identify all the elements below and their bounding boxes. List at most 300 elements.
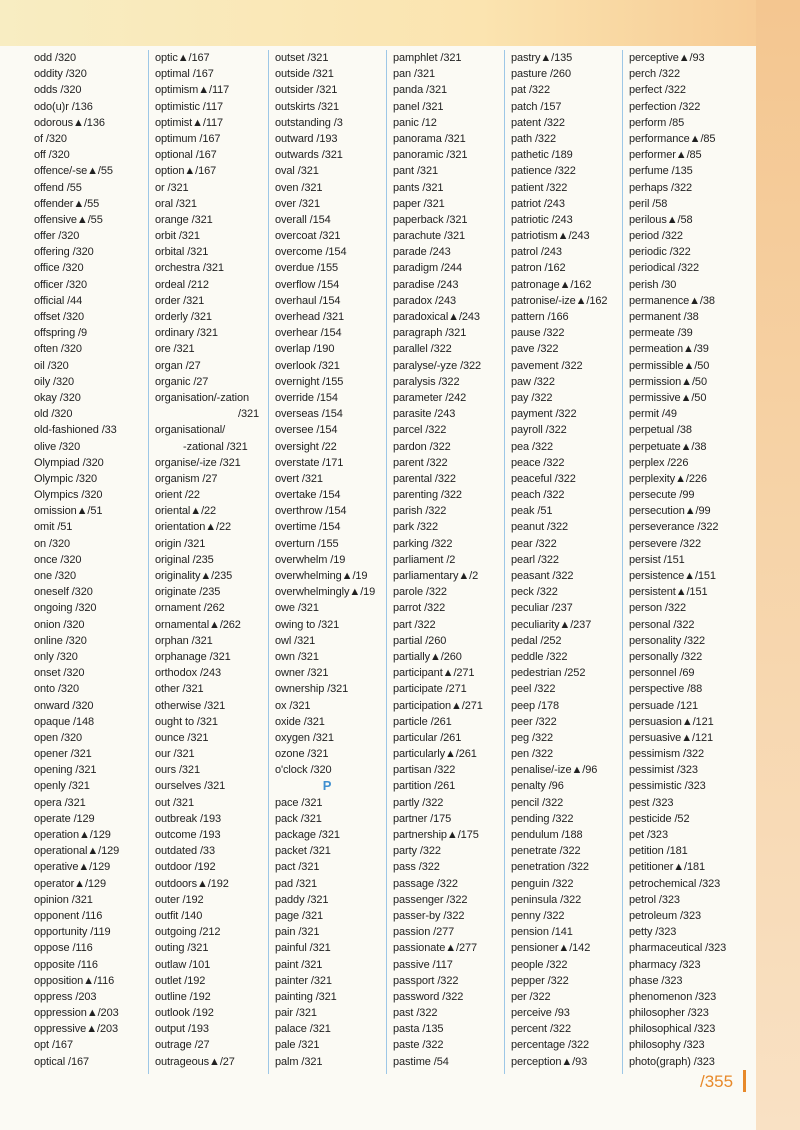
index-entry: perfection /322 [629, 100, 701, 113]
index-entry: period /322 [629, 230, 683, 243]
index-entry: peaceful /322 [511, 472, 576, 485]
index-entry: optional /167 [155, 149, 217, 162]
index-entry: on /320 [34, 537, 71, 550]
index-entry: originate /235 [155, 586, 221, 599]
index-entry: outlaw /101 [155, 958, 211, 971]
index-entry: optimum /167 [155, 132, 221, 145]
index-entry: passage /322 [393, 877, 458, 890]
index-entry: opponent /116 [34, 909, 103, 922]
index-entry: ownership /321 [275, 683, 349, 696]
index-entry: pastry▲/135 [511, 52, 573, 64]
index-entry: patriot /243 [511, 197, 565, 210]
index-entry: persevere /322 [629, 537, 701, 550]
index-entry: only /320 [34, 650, 78, 663]
index-entry: pair /321 [275, 1007, 317, 1020]
index-entry: ornament /262 [155, 602, 225, 615]
index-column-4 [386, 50, 497, 1074]
index-entry: percent /322 [511, 1023, 571, 1036]
index-entry: overflow /154 [275, 278, 340, 291]
index-entry: opt /167 [34, 1039, 73, 1052]
index-entry: overturn /155 [275, 537, 339, 550]
index-entry: oxygen /321 [275, 731, 334, 744]
index-entry: perspective /88 [629, 683, 703, 696]
index-entry: paw /322 [511, 375, 555, 388]
index-entry: partnership▲/175 [393, 829, 479, 841]
index-entry: payroll /322 [511, 424, 567, 437]
index-entry: oven /321 [275, 181, 323, 194]
index-entry: overlook /321 [275, 359, 340, 372]
index-entry: pasta /135 [393, 1023, 444, 1036]
index-entry: outset /321 [275, 52, 329, 64]
index-entry: pants /321 [393, 181, 444, 194]
index-entry: peace /322 [511, 456, 565, 469]
index-entry: ozone /321 [275, 748, 329, 761]
index-entry: persuade /121 [629, 699, 699, 712]
index-entry: overwhelm /19 [275, 553, 346, 566]
index-entry: outskirts /321 [275, 100, 340, 113]
index-entry: parent /322 [393, 456, 448, 469]
index-entry: painful /321 [275, 942, 331, 955]
index-entry: patent /322 [511, 116, 565, 129]
index-entry: penny /322 [511, 909, 565, 922]
index-entry: organise/-ize /321 [155, 456, 241, 469]
index-entry: patience /322 [511, 165, 576, 178]
index-entry: onto /320 [34, 683, 79, 696]
index-entry: pharmacy /323 [629, 958, 701, 971]
index-entry: party /322 [393, 845, 441, 858]
section-letter: P [322, 778, 332, 794]
index-entry: petitioner▲/181 [629, 861, 706, 874]
index-entry: parenting /322 [393, 489, 462, 502]
index-entry: phenomenon /323 [629, 990, 717, 1003]
index-entry: outstanding /3 [275, 116, 343, 129]
index-entry: particular /261 [393, 731, 462, 744]
index-entry: owe /321 [275, 602, 319, 615]
index-entry: optimal /167 [155, 68, 214, 81]
index-entry: official /44 [34, 294, 83, 307]
index-entry: order /321 [155, 294, 205, 307]
index-entry: offspring /9 [34, 327, 88, 340]
index-entry: paradoxical▲/243 [393, 311, 480, 323]
index-entry: persistence▲/151 [629, 570, 716, 582]
index-entry: perseverance /322 [629, 521, 719, 534]
index-entry: package /321 [275, 829, 340, 841]
index-entry: paint /321 [275, 958, 323, 971]
index-entry: of /320 [34, 132, 67, 145]
index-entry: parachute /321 [393, 230, 465, 243]
index-entry: outing /321 [155, 942, 209, 955]
index-entry: omit /51 [34, 521, 73, 534]
index-entry: owner /321 [275, 667, 329, 680]
index-entry: outrage /27 [155, 1039, 210, 1052]
index-entry: pathetic /189 [511, 149, 573, 162]
index-entry: outgoing /212 [155, 926, 221, 939]
index-entry: overstate /171 [275, 456, 344, 469]
index-entry: photo(graph) /323 [629, 1055, 715, 1068]
index-entry: over /321 [275, 197, 320, 210]
index-entry: owing to /321 [275, 618, 340, 631]
index-entry: option▲/167 [155, 165, 217, 178]
index-entry: performer▲/85 [629, 149, 702, 162]
index-entry: patriotic /243 [511, 213, 573, 226]
index-entry: organisation/-zation [155, 391, 250, 404]
index-entry: orientation▲/22 [155, 521, 232, 534]
index-entry: packet /321 [275, 845, 331, 858]
index-entry: overlap /190 [275, 343, 335, 356]
index-entry: office /320 [34, 262, 84, 275]
index-entry: pedestrian /252 [511, 667, 586, 680]
index-entry: pencil /322 [511, 796, 564, 809]
index-entry: pay /322 [511, 391, 553, 404]
index-entry: orphan /321 [155, 634, 213, 647]
index-entry: orchestra /321 [155, 262, 224, 275]
index-entry: ongoing /320 [34, 602, 97, 615]
index-entry: petty /323 [629, 926, 677, 939]
index-entry: ornamental▲/262 [155, 618, 241, 631]
index-entry: paperback /321 [393, 213, 468, 226]
index-entry: outside /321 [275, 68, 334, 81]
index-entry: parallel /322 [393, 343, 452, 356]
index-entry: pension /141 [511, 926, 573, 939]
index-entry: payment /322 [511, 408, 577, 421]
index-entry: operator▲/129 [34, 877, 106, 890]
index-entry: persuasive▲/121 [629, 731, 713, 744]
index-entry: particle /261 [393, 715, 452, 728]
index-entry: optical /167 [34, 1055, 90, 1068]
index-entry: perch /322 [629, 68, 680, 81]
index-entry: pastime /54 [393, 1055, 449, 1068]
index-entry: ours /321 [155, 764, 200, 777]
index-entry: oddity /320 [34, 68, 87, 81]
index-entry: peninsula /322 [511, 893, 582, 906]
index-entry: organism /27 [155, 472, 218, 485]
index-entry: paralysis /322 [393, 375, 460, 388]
index-entry: overtime /154 [275, 521, 341, 534]
index-entry: oversee /154 [275, 424, 338, 437]
index-entry: our /321 [155, 748, 195, 761]
index-entry: offender▲/55 [34, 197, 100, 210]
index-entry: onward /320 [34, 699, 94, 712]
index-entry: operate /129 [34, 812, 95, 825]
index-entry: oil /320 [34, 359, 69, 372]
index-entry: overhead /321 [275, 311, 345, 323]
index-entry: onion /320 [34, 618, 85, 631]
index-entry: peak /51 [511, 505, 553, 518]
index-entry: outward /193 [275, 132, 338, 145]
index-entry: persuasion▲/121 [629, 715, 714, 728]
index-entry: pack /321 [275, 812, 322, 825]
index-entry: optimistic /117 [155, 100, 223, 113]
index-entry: omission▲/51 [34, 505, 103, 518]
index-entry: oppress /203 [34, 990, 97, 1003]
index-entry: openly /321 [34, 780, 90, 793]
index-entry: pessimist /323 [629, 764, 698, 777]
index-entry: particularly▲/261 [393, 748, 477, 761]
index-entry: permanence▲/38 [629, 294, 715, 307]
index-entry: pass /322 [393, 861, 440, 874]
index-entry: partly /322 [393, 796, 444, 809]
index-entry: parliament /2 [393, 553, 456, 566]
index-column-1 [28, 50, 138, 1074]
index-entry: pepper /322 [511, 974, 569, 987]
index-entry: peer /322 [511, 715, 557, 728]
index-entry: outlook /192 [155, 1007, 214, 1020]
index-entry: opposition▲/116 [34, 974, 115, 987]
index-entry: philosophy /323 [629, 1039, 705, 1052]
index-entry: overall /154 [275, 213, 331, 226]
index-entry: panda /321 [393, 84, 448, 97]
index-entry: parcel /322 [393, 424, 447, 437]
index-entry: patrol /243 [511, 246, 562, 259]
index-entry: performance▲/85 [629, 132, 716, 145]
index-entry: penalise/-ize▲/96 [511, 764, 598, 777]
index-entry: opening /321 [34, 764, 97, 777]
index-entry: passive /117 [393, 958, 453, 971]
index-entry: otherwise /321 [155, 699, 226, 712]
index-entry: Olympiad /320 [34, 456, 104, 469]
index-entry: personally /322 [629, 650, 703, 663]
index-entry: painter /321 [275, 974, 332, 987]
index-entry: perpetual /38 [629, 424, 692, 437]
index-entry: overwhelmingly▲/19 [275, 586, 376, 599]
index-entry: participate /271 [393, 683, 467, 696]
index-entry: offer /320 [34, 230, 80, 243]
index-entry: oily /320 [34, 375, 75, 388]
index-entry: output /193 [155, 1023, 209, 1036]
index-entry: oxide /321 [275, 715, 325, 728]
index-entry: penetration /322 [511, 861, 589, 874]
index-entry: original /235 [155, 553, 214, 566]
index-entry: opinion /321 [34, 893, 93, 906]
index-entry: paradox /243 [393, 294, 457, 307]
page-number: /355 [700, 1072, 734, 1091]
index-entry: odorous▲/136 [34, 116, 105, 129]
index-entry: parasite /243 [393, 408, 456, 421]
index-entry: patronise/-ize▲/162 [511, 294, 608, 307]
index-entry: out /321 [155, 796, 194, 809]
index-entry: odd /320 [34, 52, 77, 64]
index-entry: other /321 [155, 683, 204, 696]
index-entry: ourselves /321 [155, 780, 226, 793]
index-entry: partial /260 [393, 634, 447, 647]
index-entry: paradise /243 [393, 278, 459, 291]
index-entry: opportunity /119 [34, 926, 111, 939]
index-entry: ordinary /321 [155, 327, 218, 340]
index-entry: people /322 [511, 958, 568, 971]
index-entry: oral /321 [155, 197, 197, 210]
index-entry: panel /321 [393, 100, 444, 113]
index-entry: periodical /322 [629, 262, 700, 275]
index-entry: permission▲/50 [629, 375, 707, 388]
index-entry: overhaul /154 [275, 294, 341, 307]
index-entry: partially▲/260 [393, 650, 462, 663]
right-decorative-band [756, 0, 800, 1130]
index-entry: orange /321 [155, 213, 213, 226]
index-entry: overnight /155 [275, 375, 344, 388]
index-entry: outwards /321 [275, 149, 343, 162]
index-entry: pave /322 [511, 343, 559, 356]
index-entry: pen /322 [511, 748, 554, 761]
index-entry: overdue /155 [275, 262, 339, 275]
index-entry: operation▲/129 [34, 829, 111, 841]
index-entry: peril /58 [629, 197, 668, 210]
index-entry: passer-by /322 [393, 909, 465, 922]
index-columns [28, 50, 756, 1080]
index-entry: offence/-se▲/55 [34, 165, 113, 178]
index-entry: pattern /166 [511, 311, 569, 323]
index-entry: operational▲/129 [34, 845, 120, 858]
index-entry: officer /320 [34, 278, 88, 291]
index-entry: partition /261 [393, 780, 456, 793]
index-column-2 [148, 50, 259, 1074]
index-entry: paralyse/-yze /322 [393, 359, 482, 372]
index-entry: persecute /99 [629, 489, 695, 502]
index-entry: penalty /96 [511, 780, 564, 793]
index-entry: peculiar /237 [511, 602, 573, 615]
index-column-5 [504, 50, 615, 1074]
index-entry: perceive /93 [511, 1007, 570, 1020]
index-entry: panic /12 [393, 116, 437, 129]
index-entry: old /320 [34, 408, 73, 421]
index-entry: okay /320 [34, 391, 81, 404]
index-entry: patch /157 [511, 100, 562, 113]
index-entry: pessimism /322 [629, 748, 705, 761]
index-entry: oversight /22 [275, 440, 337, 453]
index-entry: part /322 [393, 618, 436, 631]
index-entry: offend /55 [34, 181, 82, 194]
index-entry: person /322 [629, 602, 686, 615]
index-entry: pedal /252 [511, 634, 562, 647]
index-entry: overwhelming▲/19 [275, 570, 368, 582]
index-entry: organisational/ [155, 424, 226, 437]
index-entry: overthrow /154 [275, 505, 347, 518]
index-entry: palace /321 [275, 1023, 331, 1036]
index-entry: pan /321 [393, 68, 436, 81]
index-entry: orbit /321 [155, 230, 200, 243]
index-entry: overt /321 [275, 472, 323, 485]
index-entry: onset /320 [34, 667, 85, 680]
index-entry: participation▲/271 [393, 699, 483, 712]
index-entry: percentage /322 [511, 1039, 590, 1052]
index-entry: ordeal /212 [155, 278, 209, 291]
index-entry: persistent▲/151 [629, 586, 708, 599]
index-entry: pain /321 [275, 926, 320, 939]
top-decorative-band [0, 0, 800, 46]
index-entry: perilous▲/58 [629, 213, 693, 226]
index-entry: optic▲/167 [155, 52, 210, 64]
index-entry: or /321 [155, 181, 189, 194]
index-entry: pending /322 [511, 812, 574, 825]
index-entry: perplex /226 [629, 456, 689, 469]
index-entry: pace /321 [275, 796, 323, 809]
index-entry: perish /30 [629, 278, 677, 291]
index-entry: outbreak /193 [155, 812, 221, 825]
index-entry: palm /321 [275, 1055, 323, 1068]
index-entry: parking /322 [393, 537, 453, 550]
index-entry: ox /321 [275, 699, 311, 712]
index-entry: passion /277 [393, 926, 455, 939]
index-entry: penetrate /322 [511, 845, 581, 858]
index-entry: outer /192 [155, 893, 204, 906]
index-entry: peculiarity▲/237 [511, 618, 592, 631]
index-entry: personality /322 [629, 634, 706, 647]
index-entry: operative▲/129 [34, 861, 111, 874]
index-entry: pest /323 [629, 796, 674, 809]
index-entry: oneself /320 [34, 586, 93, 599]
index-entry: pavement /322 [511, 359, 583, 372]
index-entry: parameter /242 [393, 391, 467, 404]
index-entry: perfume /135 [629, 165, 693, 178]
index-entry: paradigm /244 [393, 262, 463, 275]
index-entry: personal /322 [629, 618, 695, 631]
index-entry: pale /321 [275, 1039, 320, 1052]
index-entry: outrageous▲/27 [155, 1055, 235, 1068]
index-entry: oppression▲/203 [34, 1007, 119, 1020]
index-column-6 [622, 50, 733, 1074]
index-entry: paddy /321 [275, 893, 329, 906]
index-entry: pant /321 [393, 165, 438, 178]
index-entry: paper /321 [393, 197, 445, 210]
index-entry: /321 [237, 408, 259, 421]
index-entry: periodic /322 [629, 246, 691, 259]
index-entry: origin /321 [155, 537, 206, 550]
index-entry: paste /322 [393, 1039, 444, 1052]
index-entry: personnel /69 [629, 667, 695, 680]
page-number-bar [743, 1070, 746, 1092]
index-entry: online /320 [34, 634, 87, 647]
index-entry: petition /181 [629, 845, 688, 858]
index-entry: patriotism▲/243 [511, 230, 590, 243]
index-entry: peg /322 [511, 731, 554, 744]
index-entry: petrochemical /323 [629, 877, 721, 890]
index-entry: philosopher /323 [629, 1007, 709, 1020]
index-entry: partisan /322 [393, 764, 456, 777]
index-entry: peep /178 [511, 699, 560, 712]
index-entry: outdoors▲/192 [155, 877, 229, 890]
index-entry: perpetuate▲/38 [629, 440, 707, 453]
index-entry: passionate▲/277 [393, 942, 478, 955]
index-entry: permeate /39 [629, 327, 693, 340]
index-entry: offset /320 [34, 311, 85, 323]
index-entry: pendulum /188 [511, 829, 583, 841]
index-entry: orderly /321 [155, 311, 212, 323]
index-entry: pensioner▲/142 [511, 942, 591, 955]
index-entry: permanent /38 [629, 311, 699, 323]
index-entry: overseas /154 [275, 408, 343, 421]
index-entry: pesticide /52 [629, 812, 690, 825]
index-entry: orthodox /243 [155, 667, 221, 680]
index-entry: offering /320 [34, 246, 94, 259]
index-entry: oval /321 [275, 165, 319, 178]
index-column-3 [268, 50, 379, 1074]
index-entry: parade /243 [393, 246, 451, 259]
index-entry: panoramic /321 [393, 149, 468, 162]
index-entry: pardon /322 [393, 440, 451, 453]
index-entry: offensive▲/55 [34, 213, 103, 226]
index-entry: parole /322 [393, 586, 447, 599]
index-entry: outfit /140 [155, 909, 203, 922]
index-entry: patron /162 [511, 262, 566, 275]
index-entry: outdated /33 [155, 845, 215, 858]
index-entry: parliamentary▲/2 [393, 570, 479, 582]
index-entry: pad /321 [275, 877, 318, 890]
index-entry: participant▲/271 [393, 667, 475, 680]
index-entry: password /322 [393, 990, 464, 1003]
index-entry: overhear /154 [275, 327, 342, 340]
index-entry: oppose /116 [34, 942, 93, 955]
index-entry: per /322 [511, 990, 551, 1003]
index-entry: perplexity▲/226 [629, 472, 707, 485]
